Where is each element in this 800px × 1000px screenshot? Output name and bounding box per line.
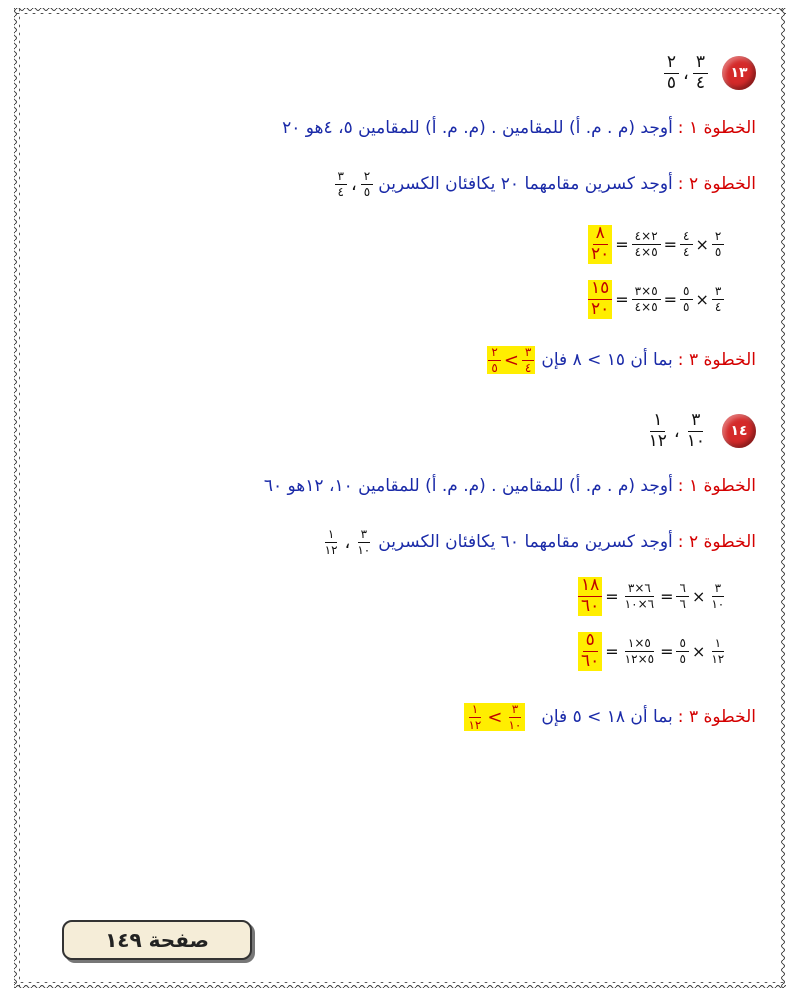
equation-result: $\frac{١٨}{٦٠}$ — [578, 577, 602, 616]
step-text: أوجد كسرين مقامهما ٦٠ يكافئان الكسرين — [378, 532, 673, 553]
step-label: الخطوة ١ : — [677, 476, 756, 496]
problem-14-comparison: $\frac{١}{١٢}$ < $\frac{٣}{١٠}$ — [464, 703, 525, 731]
equation-result: $\frac{٨}{٢٠}$ — [588, 225, 612, 264]
step-label: الخطوة ٢ : — [677, 532, 756, 553]
step-label: الخطوة ٣ : — [677, 707, 756, 728]
step-text: أوجد (م . م. أ) للمقامين . (م. م. أ) للمقامين ٥، ٤هو ٢٠ — [282, 118, 673, 138]
problem-13-equation-2: $\frac{١٥}{٢٠}$ = $\frac{٥\times ٣}{٥\times ٤}$ = $\frac{٥}{٥}$ × $\frac{٣}{٤}$ — [588, 280, 724, 319]
page-number-label: صفحة ١٤٩ — [62, 920, 252, 960]
step-text: أوجد (م . م. أ) للمقامين . (م. م. أ) للمقامين ١٠، ١٢هو ٦٠ — [263, 476, 673, 496]
fraction-separator: ، — [673, 420, 680, 442]
problem-14-step-2: الخطوة ٢ : أوجد كسرين مقامهما ٦٠ يكافئان الكسرين $\frac{٣}{١٠}$ ، $\frac{١}{١٢}$ — [322, 528, 756, 556]
step-label: الخطوة ١ : — [677, 118, 756, 138]
problem-13-comparison: $\frac{٢}{٥}$ < $\frac{٣}{٤}$ — [487, 346, 535, 374]
equation-result: $\frac{١٥}{٢٠}$ — [588, 280, 612, 319]
problem-14-equation-2: $\frac{٥}{٦٠}$ = $\frac{٥\times ١}{٥\times ١٢}$ = $\frac{٥}{٥}$ × $\frac{١}{١٢}$ — [578, 632, 727, 671]
problem-13-number-badge: ١٣ — [722, 56, 756, 90]
step-text: بما أن ١٨ > ٥ فإن — [541, 707, 673, 728]
step2-fraction-a: $\frac{٢}{٥}$ — [361, 170, 373, 198]
problem-14-fraction-1: $\frac{٣}{١٠}$ — [686, 410, 705, 451]
step2-fraction-a: $\frac{٣}{١٠}$ — [357, 527, 371, 557]
problem-13-step-3 — [487, 346, 756, 374]
step2-fraction-b: $\frac{٣}{٤}$ — [335, 170, 347, 198]
problem-14-fraction-2: $\frac{١}{١٢}$ — [648, 410, 667, 451]
step2-fraction-b: $\frac{١}{١٢}$ — [324, 527, 338, 557]
equation-result: $\frac{٥}{٦٠}$ — [578, 632, 602, 671]
problem-14-number-badge: ١٤ — [722, 414, 756, 448]
problem-13-fraction-2: $\frac{٢}{٥}$ — [664, 54, 679, 93]
fraction-separator: ، — [683, 62, 689, 84]
problem-13-step-1 — [282, 118, 756, 138]
problem-13-header — [664, 54, 756, 93]
step-text: بما أن ١٥ > ٨ فإن — [541, 350, 673, 371]
problem-13-fraction-1: $\frac{٣}{٤}$ — [693, 54, 708, 93]
step-label: الخطوة ٣ : — [677, 350, 756, 371]
step-text: أوجد كسرين مقامهما ٢٠ يكافئان الكسرين — [378, 174, 673, 195]
problem-14-step-1 — [264, 476, 756, 496]
problem-13-step-2: الخطوة ٢ : أوجد كسرين مقامهما ٢٠ يكافئان الكسرين $\frac{٢}{٥}$ ، $\frac{٣}{٤}$ — [335, 170, 756, 198]
problem-13-equation-1: $\frac{٨}{٢٠}$ = $\frac{٢\times ٤}{٥\times ٤}$ = $\frac{٤}{٤}$ × $\frac{٢}{٥}$ — [588, 225, 724, 264]
problem-14-equation-1: $\frac{١٨}{٦٠}$ = $\frac{٦\times ٣}{٦\times ١٠}$ = $\frac{٦}{٦}$ × $\frac{٣}{١٠}$ — [578, 577, 727, 616]
step-label: الخطوة ٢ : — [677, 174, 756, 195]
problem-14-step-3 — [464, 703, 756, 731]
problem-14-header — [646, 412, 756, 451]
